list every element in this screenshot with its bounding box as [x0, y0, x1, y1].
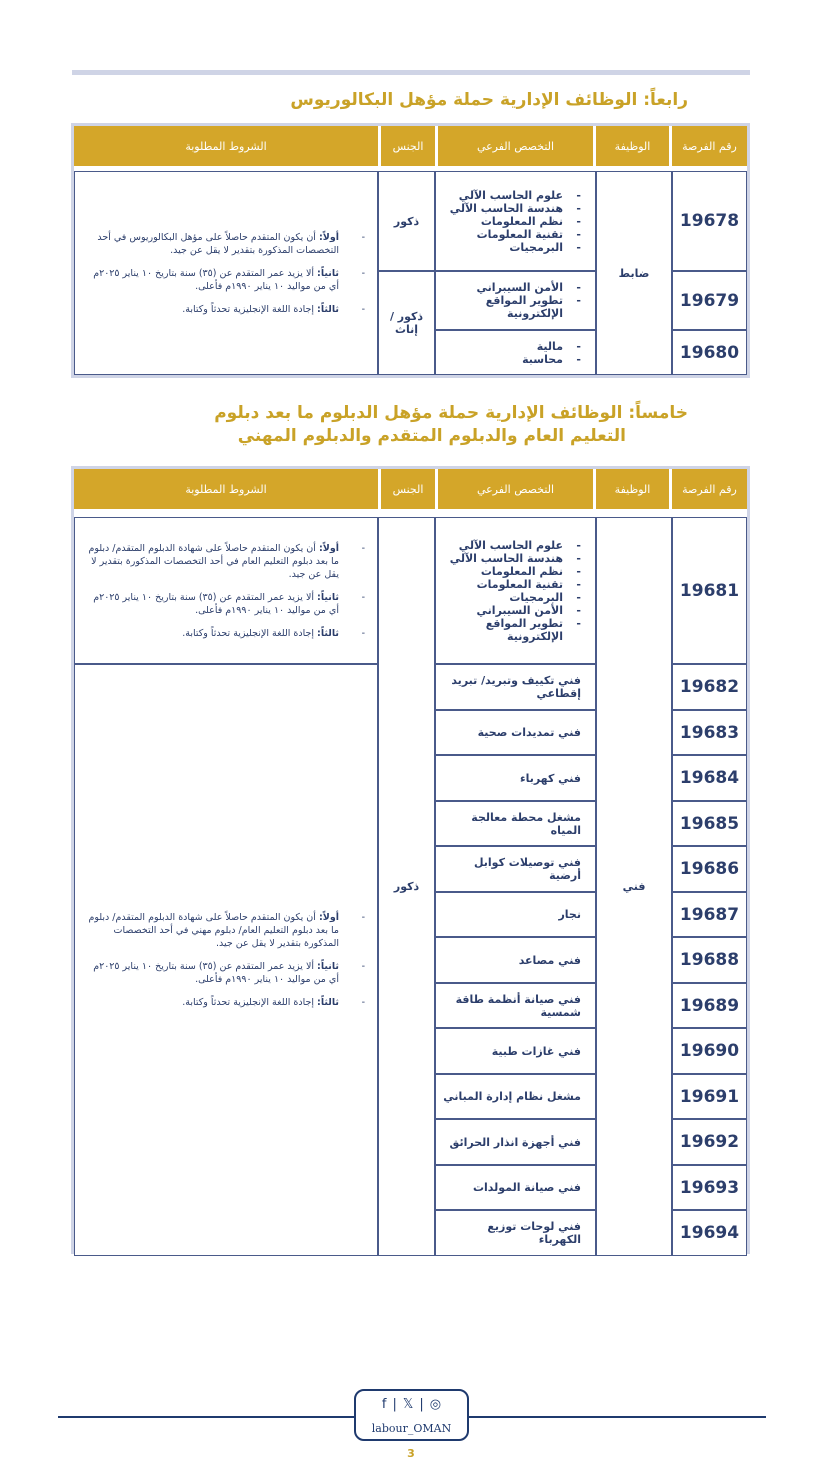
opportunity-number: 19687: [672, 892, 747, 937]
condition-text: إجادة اللغة الإنجليزية تحدثاً وكتابة.: [182, 997, 318, 1008]
condition-text: ألا يزيد عمر المتقدم عن (٣٥) سنة بتاريخ ١٠ يناير ٢٠٢٥م أي من مواليد ١٠ يناير ١٩٩٠م فأعلى.: [93, 591, 339, 616]
specialization-cell: فني صيانة أنظمة طاقة شمسية: [435, 983, 596, 1028]
opportunity-number: 19679: [672, 271, 747, 330]
opportunity-number: 19682: [672, 664, 747, 710]
condition-label: ثانياً:: [317, 591, 339, 603]
bachelor-jobs-table: [71, 123, 750, 378]
spec-item: - تقنية المعلومات: [442, 578, 581, 591]
social-handle[interactable]: labour_OMAN: [371, 1422, 452, 1435]
condition-text: ألا يزيد عمر المتقدم عن (٣٥) سنة بتاريخ ١٠ يناير ٢٠٢٥م أي من مواليد ١٠ يناير ١٩٩٠م فأعلى.: [93, 961, 339, 985]
condition-text: ألا يزيد عمر المتقدم عن (٣٥) سنة بتاريخ ١٠ يناير ٢٠٢٥م أي من مواليد ١٠ يناير ١٩٩٠م فأعلى.: [93, 267, 339, 292]
specialization-cell: [435, 171, 596, 271]
condition-label: أولاً:: [318, 231, 339, 243]
opportunity-number: 19683: [672, 710, 747, 755]
social-badge: f | 𝕏 | ◎ labour_OMAN: [354, 1389, 469, 1441]
condition-text: أن يكون المتقدم حاصلاً على شهادة الدبلوم المتقدم/ دبلوم ما بعد دبلوم التعليم العام في أحد التخصصات المذكورة بتقدير لا يقل عن جيد.: [88, 542, 339, 580]
opportunity-number: 19680: [672, 330, 747, 375]
spec-item: - هندسة الحاسب الآلي: [450, 202, 581, 215]
specialization-cell: فني صيانة المولدات: [435, 1165, 596, 1210]
job-title: فني: [596, 517, 672, 1256]
footer-line-right: [469, 1416, 766, 1418]
opportunity-number: 19681: [672, 517, 747, 664]
spec-item: - علوم الحاسب الآلي: [442, 539, 581, 552]
header-spec: التخصص الفرعي: [438, 126, 593, 166]
instagram-icon[interactable]: ◎: [429, 1397, 442, 1412]
opportunity-number: 19678: [672, 171, 747, 271]
condition-text: إجادة اللغة الإنجليزية تحدثاً وكتابة.: [182, 303, 318, 315]
job-title: ضابط: [596, 171, 672, 375]
header-spec: التخصص الفرعي: [438, 469, 593, 509]
spec-item: - الأمن السيبراني: [442, 281, 581, 294]
opportunity-number: 19686: [672, 846, 747, 892]
specialization-cell: [435, 271, 596, 330]
conditions-cell: [74, 664, 378, 1256]
opportunity-number: 19694: [672, 1210, 747, 1256]
spec-item: - تطوير المواقع الإلكترونية: [442, 617, 581, 643]
header-num: رقم الفرصة: [672, 126, 747, 166]
specialization-cell: نجار: [435, 892, 596, 937]
condition-item: [83, 627, 365, 640]
condition-item: [83, 911, 365, 950]
condition-text: أن يكون المتقدم حاصلاً على شهادة الدبلوم المتقدم/ دبلوم ما بعد دبلوم التعليم العام/ دبلوم مهني في أحد التخصصات المذكورة بتقدير لا يقل عن جيد.: [88, 912, 339, 949]
gender-cell: ذكور: [378, 171, 435, 271]
condition-item: [83, 542, 365, 581]
opportunity-number: 19693: [672, 1165, 747, 1210]
footer-line-left: [58, 1416, 354, 1418]
spec-item: - البرمجيات: [442, 591, 581, 604]
gender-cell: ذكور: [378, 517, 435, 1256]
condition-item: [83, 591, 365, 617]
opportunity-number: 19690: [672, 1028, 747, 1074]
specialization-cell: فني أجهزة انذار الحرائق: [435, 1119, 596, 1165]
specialization-cell: فني لوحات توزيع الكهرباء: [435, 1210, 596, 1256]
condition-label: أولاً:: [318, 542, 339, 554]
x-icon[interactable]: 𝕏: [402, 1397, 414, 1412]
condition-text: أن يكون المتقدم حاصلاً على مؤهل البكالوريوس في أحد التخصصات المذكورة بتقدير لا يقل عن جيد.: [97, 231, 339, 256]
header-job: الوظيفة: [596, 469, 669, 509]
condition-item: [83, 303, 365, 316]
condition-item: [83, 267, 365, 293]
spec-item: - البرمجيات: [450, 241, 581, 254]
facebook-icon[interactable]: f: [381, 1397, 387, 1412]
top-divider: [72, 70, 750, 75]
header-num: رقم الفرصة: [672, 469, 747, 509]
spec-item: - نظم المعلومات: [442, 565, 581, 578]
header-job: الوظيفة: [596, 126, 669, 166]
spec-item: - نظم المعلومات: [450, 215, 581, 228]
condition-item: [83, 996, 365, 1009]
section-5-title-line2: التعليم العام والدبلوم المتقدم والدبلوم المهني: [237, 426, 626, 446]
opportunity-number: 19684: [672, 755, 747, 801]
specialization-cell: فني تمديدات صحية: [435, 710, 596, 755]
spec-item: - هندسة الحاسب الآلي: [442, 552, 581, 565]
specialization-cell: فني كهرباء: [435, 755, 596, 801]
gender-cell: ذكور / إناث: [378, 271, 435, 375]
condition-label: ثالثاً:: [317, 997, 339, 1008]
specialization-cell: فني تكييف وتبريد/ تبريد إقطاعي: [435, 664, 596, 710]
spec-item: - علوم الحاسب الآلي: [450, 189, 581, 202]
condition-label: ثالثاً:: [317, 303, 339, 315]
condition-label: ثانياً:: [317, 961, 339, 972]
specialization-cell: [435, 517, 596, 664]
opportunity-number: 19692: [672, 1119, 747, 1165]
header-conditions: الشروط المطلوبة: [74, 126, 378, 166]
specialization-cell: فني توصيلات كوابل أرضية: [435, 846, 596, 892]
condition-text: إجادة اللغة الإنجليزية تحدثاً وكتابة.: [182, 627, 318, 639]
header-gender: الجنس: [381, 469, 435, 509]
opportunity-number: 19691: [672, 1074, 747, 1119]
opportunity-number: 19689: [672, 983, 747, 1028]
opportunity-number: 19685: [672, 801, 747, 846]
opportunity-number: 19688: [672, 937, 747, 983]
spec-item: - تطوير المواقع الإلكترونية: [442, 294, 581, 320]
condition-item: [83, 231, 365, 257]
spec-item: - محاسبة: [522, 353, 581, 366]
specialization-cell: مشغل محطة معالجة المياه: [435, 801, 596, 846]
specialization-cell: [435, 330, 596, 375]
condition-label: أولاً:: [318, 912, 339, 923]
section-4-title: رابعاً: الوظائف الإدارية حملة مؤهل البكالوريوس: [290, 90, 688, 110]
page-number: 3: [407, 1447, 415, 1460]
header-gender: الجنس: [381, 126, 435, 166]
header-conditions: الشروط المطلوبة: [74, 469, 378, 509]
spec-item: - الأمن السيبراني: [442, 604, 581, 617]
section-5-title-line1: خامساً: الوظائف الإدارية حملة مؤهل الدبلوم ما بعد دبلوم: [214, 403, 688, 423]
condition-item: [83, 960, 365, 986]
condition-label: ثالثاً:: [317, 627, 339, 639]
condition-label: ثانياً:: [317, 267, 339, 279]
specialization-cell: فني غازات طبية: [435, 1028, 596, 1074]
spec-item: - مالية: [522, 340, 581, 353]
specialization-cell: مشغل نظام إدارة المباني: [435, 1074, 596, 1119]
conditions-cell: [74, 171, 378, 375]
spec-item: - تقنية المعلومات: [450, 228, 581, 241]
diploma-jobs-table: [71, 466, 750, 1254]
specialization-cell: فني مصاعد: [435, 937, 596, 983]
conditions-cell: [74, 517, 378, 664]
